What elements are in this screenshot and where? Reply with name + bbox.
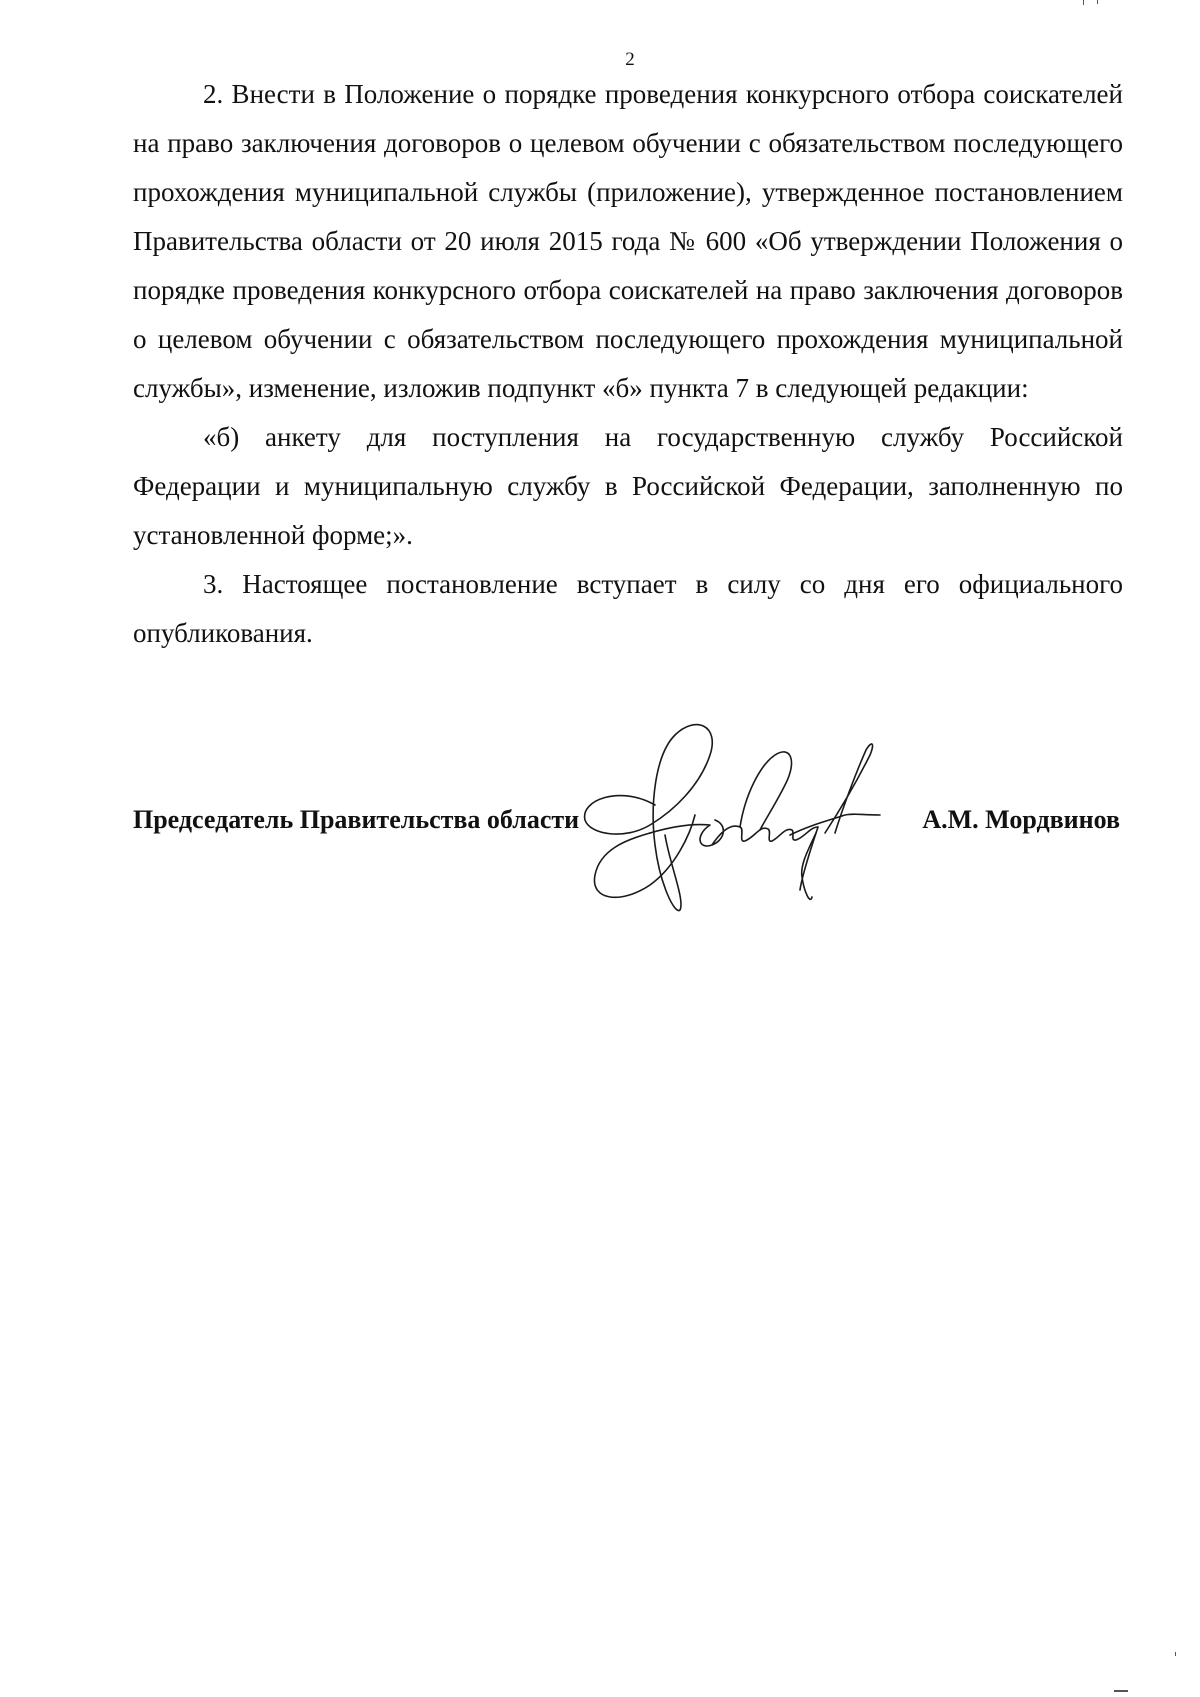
scan-mark-top-right [1083,0,1084,5]
paragraph-item-3: 3. Настоящее постановление вступает в силу со дня его официального опубликования. [133,569,1123,648]
signatory-name: А.М. Мордвинов [922,805,1120,834]
signature-stroke-right [790,744,880,890]
scan-mark-bottom-right [1114,1690,1128,1692]
signatory-position: Председатель Правительства области [133,805,580,834]
signature-stroke-loop-left [585,725,713,911]
page-number: 2 [625,49,635,70]
scan-mark-top-right-2 [1097,0,1098,4]
document-body [133,70,1123,658]
signature-stroke-tail [802,833,816,899]
paragraph-item-2: 2. Внести в Положение о порядке проведения конкурсного отбора соискателей на право заключения договоров о целевом обучении с обязательством последующего прохождения муниципальной службы (приложение), утвержденное постановлением Правительства области от 20 июля 2015 года № 600 «Об утверждении Положения о порядке проведения конкурсного отбора соискателей на право заключения договоров о целевом обучении с обязательством последующего прохождения муниципальной службы», изменение, изложив подпункт «б» пункта 7 в следующей редакции: [133,79,1123,403]
signature-stroke-upper-loop [740,752,792,830]
paragraph-subitem-b: «б) анкету для поступления на государственную службу Российской Федерации и муниципальную службу в Российской Федерации, заполненную по установленной форме;». [133,422,1123,550]
scan-mark-right-edge [1175,1652,1176,1656]
handwritten-signature [580,715,950,920]
